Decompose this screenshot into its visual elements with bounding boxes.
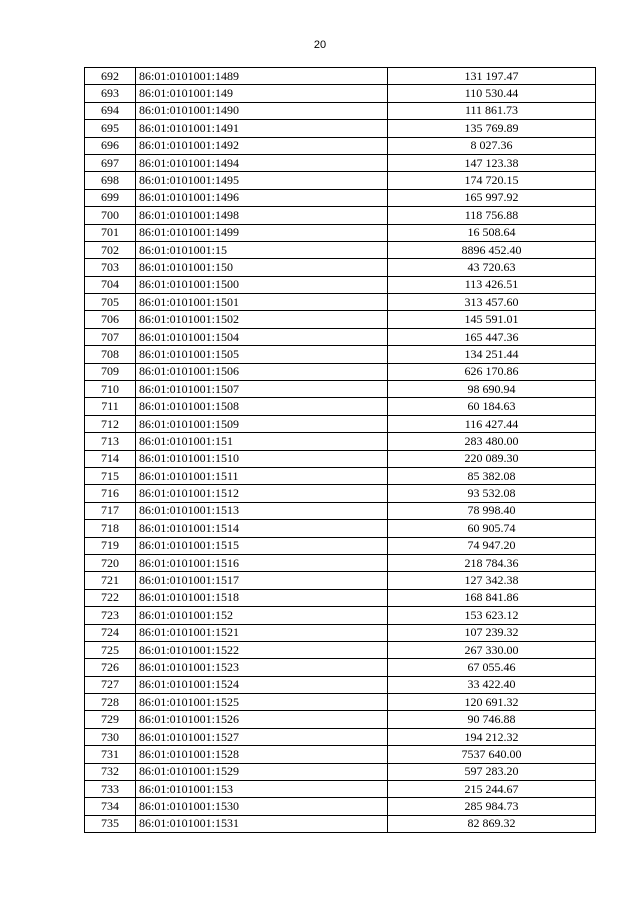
value-cell: 107 239.32 [388,624,596,641]
table-row [85,728,596,745]
cadastral-number-cell: 86:01:0101001:1489 [136,68,388,85]
cadastral-number-cell: 86:01:0101001:1515 [136,537,388,554]
row-number-cell: 705 [85,294,136,311]
row-number-cell: 697 [85,154,136,171]
table-row [85,259,596,276]
table-row [85,450,596,467]
cadastral-number-cell: 86:01:0101001:1505 [136,346,388,363]
cadastral-number-cell: 86:01:0101001:1494 [136,154,388,171]
row-number-cell: 717 [85,502,136,519]
table-row [85,467,596,484]
table-row [85,154,596,171]
cadastral-number-cell: 86:01:0101001:1502 [136,311,388,328]
table-row [85,224,596,241]
value-cell: 220 089.30 [388,450,596,467]
cadastral-number-cell: 86:01:0101001:152 [136,607,388,624]
table-row [85,346,596,363]
cadastral-number-cell: 86:01:0101001:1523 [136,659,388,676]
table-row [85,589,596,606]
row-number-cell: 714 [85,450,136,467]
value-cell: 78 998.40 [388,502,596,519]
cadastral-number-cell: 86:01:0101001:1524 [136,676,388,693]
value-cell: 16 508.64 [388,224,596,241]
value-cell: 285 984.73 [388,798,596,815]
row-number-cell: 718 [85,520,136,537]
table-row [85,311,596,328]
row-number-cell: 709 [85,363,136,380]
value-cell: 116 427.44 [388,415,596,432]
value-cell: 194 212.32 [388,728,596,745]
row-number-cell: 733 [85,781,136,798]
cadastral-number-cell: 86:01:0101001:1504 [136,328,388,345]
table-row [85,241,596,258]
cadastral-number-cell: 86:01:0101001:1528 [136,746,388,763]
value-cell: 597 283.20 [388,763,596,780]
row-number-cell: 702 [85,241,136,258]
table-row [85,276,596,293]
cadastral-number-cell: 86:01:0101001:1518 [136,589,388,606]
row-number-cell: 734 [85,798,136,815]
cadastral-number-cell: 86:01:0101001:1522 [136,641,388,658]
table-row [85,641,596,658]
cadastral-number-cell: 86:01:0101001:1531 [136,815,388,832]
table-row [85,676,596,693]
row-number-cell: 694 [85,102,136,119]
table-row [85,328,596,345]
cadastral-number-cell: 86:01:0101001:1499 [136,224,388,241]
table-body [85,68,596,833]
value-cell: 67 055.46 [388,659,596,676]
value-cell: 135 769.89 [388,120,596,137]
row-number-cell: 730 [85,728,136,745]
row-number-cell: 710 [85,381,136,398]
table-row [85,520,596,537]
table-row [85,398,596,415]
cadastral-number-cell: 86:01:0101001:1496 [136,189,388,206]
value-cell: 43 720.63 [388,259,596,276]
table-row [85,572,596,589]
cadastral-number-cell: 86:01:0101001:1527 [136,728,388,745]
table-row [85,502,596,519]
value-cell: 145 591.01 [388,311,596,328]
table-row [85,363,596,380]
cadastral-number-cell: 86:01:0101001:1506 [136,363,388,380]
row-number-cell: 726 [85,659,136,676]
table-row [85,659,596,676]
cadastral-number-cell: 86:01:0101001:1529 [136,763,388,780]
page-number: 20 [313,39,327,51]
cadastral-number-cell: 86:01:0101001:1509 [136,415,388,432]
value-cell: 147 123.38 [388,154,596,171]
row-number-cell: 696 [85,137,136,154]
cadastral-number-cell: 86:01:0101001:153 [136,781,388,798]
table-row [85,381,596,398]
value-cell: 127 342.38 [388,572,596,589]
value-cell: 60 184.63 [388,398,596,415]
value-cell: 120 691.32 [388,694,596,711]
cadastral-number-cell: 86:01:0101001:1511 [136,467,388,484]
cadastral-number-cell: 86:01:0101001:149 [136,85,388,102]
row-number-cell: 721 [85,572,136,589]
row-number-cell: 729 [85,711,136,728]
value-cell: 131 197.47 [388,68,596,85]
table-row [85,815,596,832]
row-number-cell: 698 [85,172,136,189]
value-cell: 626 170.86 [388,363,596,380]
row-number-cell: 728 [85,694,136,711]
row-number-cell: 695 [85,120,136,137]
table-row [85,189,596,206]
cadastral-number-cell: 86:01:0101001:1498 [136,207,388,224]
table-row [85,137,596,154]
row-number-cell: 725 [85,641,136,658]
value-cell: 283 480.00 [388,433,596,450]
row-number-cell: 699 [85,189,136,206]
value-cell: 153 623.12 [388,607,596,624]
cadastral-number-cell: 86:01:0101001:1492 [136,137,388,154]
row-number-cell: 722 [85,589,136,606]
table-row [85,120,596,137]
value-cell: 110 530.44 [388,85,596,102]
cadastral-number-cell: 86:01:0101001:151 [136,433,388,450]
cadastral-value-table [84,67,596,833]
value-cell: 8 027.36 [388,137,596,154]
row-number-cell: 707 [85,328,136,345]
table-row [85,485,596,502]
value-cell: 90 746.88 [388,711,596,728]
cadastral-number-cell: 86:01:0101001:1500 [136,276,388,293]
cadastral-number-cell: 86:01:0101001:15 [136,241,388,258]
value-cell: 98 690.94 [388,381,596,398]
cadastral-number-cell: 86:01:0101001:150 [136,259,388,276]
cadastral-number-cell: 86:01:0101001:1516 [136,554,388,571]
value-cell: 168 841.86 [388,589,596,606]
table-row [85,607,596,624]
cadastral-number-cell: 86:01:0101001:1501 [136,294,388,311]
value-cell: 33 422.40 [388,676,596,693]
cadastral-number-cell: 86:01:0101001:1530 [136,798,388,815]
row-number-cell: 713 [85,433,136,450]
value-cell: 74 947.20 [388,537,596,554]
table-row [85,68,596,85]
value-cell: 60 905.74 [388,520,596,537]
value-cell: 267 330.00 [388,641,596,658]
table-row [85,172,596,189]
table-row [85,102,596,119]
value-cell: 165 447.36 [388,328,596,345]
row-number-cell: 731 [85,746,136,763]
value-cell: 134 251.44 [388,346,596,363]
table-row [85,207,596,224]
cadastral-number-cell: 86:01:0101001:1526 [136,711,388,728]
row-number-cell: 701 [85,224,136,241]
value-cell: 113 426.51 [388,276,596,293]
cadastral-number-cell: 86:01:0101001:1510 [136,450,388,467]
value-cell: 7537 640.00 [388,746,596,763]
value-cell: 165 997.92 [388,189,596,206]
table-row [85,763,596,780]
table-row [85,537,596,554]
row-number-cell: 703 [85,259,136,276]
cadastral-number-cell: 86:01:0101001:1508 [136,398,388,415]
row-number-cell: 720 [85,554,136,571]
table-row [85,798,596,815]
value-cell: 218 784.36 [388,554,596,571]
cadastral-number-cell: 86:01:0101001:1517 [136,572,388,589]
cadastral-number-cell: 86:01:0101001:1495 [136,172,388,189]
table-row [85,694,596,711]
table-row [85,294,596,311]
cadastral-number-cell: 86:01:0101001:1491 [136,120,388,137]
value-cell: 85 382.08 [388,467,596,484]
cadastral-number-cell: 86:01:0101001:1525 [136,694,388,711]
cadastral-number-cell: 86:01:0101001:1512 [136,485,388,502]
cadastral-number-cell: 86:01:0101001:1514 [136,520,388,537]
row-number-cell: 719 [85,537,136,554]
cadastral-number-cell: 86:01:0101001:1513 [136,502,388,519]
row-number-cell: 706 [85,311,136,328]
cadastral-number-cell: 86:01:0101001:1507 [136,381,388,398]
table-row [85,415,596,432]
cadastral-number-cell: 86:01:0101001:1490 [136,102,388,119]
table-row [85,433,596,450]
row-number-cell: 693 [85,85,136,102]
table-row [85,554,596,571]
row-number-cell: 724 [85,624,136,641]
value-cell: 111 861.73 [388,102,596,119]
value-cell: 215 244.67 [388,781,596,798]
row-number-cell: 700 [85,207,136,224]
row-number-cell: 727 [85,676,136,693]
row-number-cell: 711 [85,398,136,415]
value-cell: 8896 452.40 [388,241,596,258]
value-cell: 174 720.15 [388,172,596,189]
value-cell: 118 756.88 [388,207,596,224]
table-row [85,781,596,798]
cadastral-number-cell: 86:01:0101001:1521 [136,624,388,641]
table-row [85,85,596,102]
row-number-cell: 715 [85,467,136,484]
table-row [85,624,596,641]
row-number-cell: 735 [85,815,136,832]
row-number-cell: 712 [85,415,136,432]
row-number-cell: 716 [85,485,136,502]
value-cell: 93 532.08 [388,485,596,502]
row-number-cell: 704 [85,276,136,293]
table-row [85,746,596,763]
value-cell: 82 869.32 [388,815,596,832]
row-number-cell: 692 [85,68,136,85]
row-number-cell: 723 [85,607,136,624]
row-number-cell: 708 [85,346,136,363]
row-number-cell: 732 [85,763,136,780]
value-cell: 313 457.60 [388,294,596,311]
table-row [85,711,596,728]
